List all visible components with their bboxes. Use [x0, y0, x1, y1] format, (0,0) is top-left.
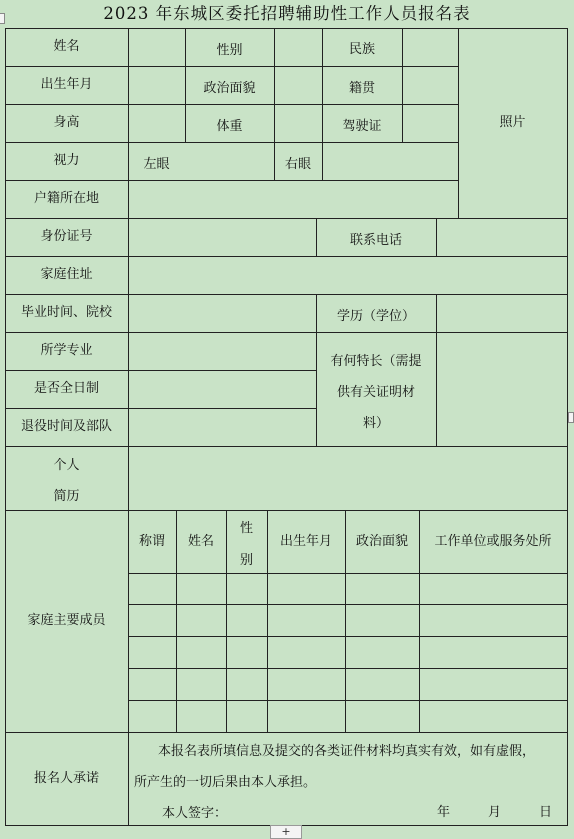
- label-gender: 性别: [216, 43, 243, 58]
- label-specialty-line3: 料）: [362, 416, 389, 431]
- label-graduation: 毕业时间、院校: [20, 305, 112, 320]
- label-left-eye: 左眼: [143, 157, 170, 172]
- label-driving-license: 驾驶证: [342, 119, 382, 134]
- label-id-number: 身份证号: [40, 229, 93, 244]
- family-header-birth: 出生年月: [279, 533, 332, 549]
- label-political: 政治面貌: [203, 81, 256, 96]
- family-header-gender-line2: 别: [239, 553, 253, 568]
- label-birth: 出生年月: [40, 77, 93, 92]
- date-day: 日: [539, 805, 553, 820]
- family-header-relation: 称谓: [138, 533, 165, 549]
- table-rule: [436, 294, 437, 446]
- label-right-eye: 右眼: [284, 157, 311, 172]
- pledge-text-line2: 所产生的一切后果由本人承担。: [134, 775, 317, 790]
- table-rule: [436, 218, 437, 256]
- label-full-time: 是否全日制: [33, 381, 99, 396]
- label-resume-line2: 简历: [53, 489, 80, 504]
- label-veteran: 退役时间及部队: [20, 419, 112, 434]
- label-native-place: 籍贯: [348, 81, 375, 96]
- date-year: 年: [437, 805, 451, 820]
- label-vision: 视力: [53, 153, 80, 168]
- add-row-button[interactable]: +: [270, 825, 302, 839]
- label-home-address: 家庭住址: [40, 267, 93, 282]
- family-header-gender-line1: 性: [239, 521, 253, 536]
- label-ethnicity: 民族: [348, 42, 375, 57]
- label-degree: 学历（学位）: [336, 309, 415, 324]
- label-photo: 照片: [499, 115, 526, 130]
- table-move-handle[interactable]: [0, 13, 5, 24]
- label-height: 身高: [53, 115, 80, 130]
- table-rule: [567, 28, 568, 826]
- family-header-name: 姓名: [187, 533, 214, 549]
- label-pledge: 报名人承诺: [33, 771, 99, 786]
- table-rule: [402, 28, 403, 142]
- label-family: 家庭主要成员: [27, 613, 106, 628]
- label-weight: 体重: [216, 119, 243, 134]
- label-name: 姓名: [53, 39, 80, 54]
- label-phone: 联系电话: [349, 233, 402, 248]
- table-rule: [128, 668, 568, 669]
- family-header-workplace: 工作单位或服务处所: [434, 533, 552, 549]
- table-rule: [128, 604, 568, 605]
- pledge-text-line1: 本报名表所填信息及提交的各类证件材料均真实有效，如有虚假，: [158, 744, 536, 759]
- table-rule: [128, 700, 568, 701]
- family-header-political: 政治面貌: [355, 533, 408, 549]
- table-resize-handle[interactable]: [568, 412, 574, 423]
- table-rule: [128, 573, 568, 574]
- table-rule: [5, 446, 568, 447]
- label-specialty-line1: 有何特长（需提: [330, 354, 422, 369]
- label-specialty-line2: 供有关证明材: [336, 385, 415, 400]
- label-major: 所学专业: [40, 343, 93, 358]
- signature-label: 本人签字：: [162, 806, 228, 821]
- label-household-location: 户籍所在地: [33, 191, 99, 206]
- label-resume-line1: 个人: [53, 458, 80, 473]
- table-rule: [128, 636, 568, 637]
- table-rule: [226, 510, 227, 732]
- date-month: 月: [488, 805, 502, 820]
- form-title: 2023 年东城区委托招聘辅助性工作人员报名表: [103, 4, 471, 23]
